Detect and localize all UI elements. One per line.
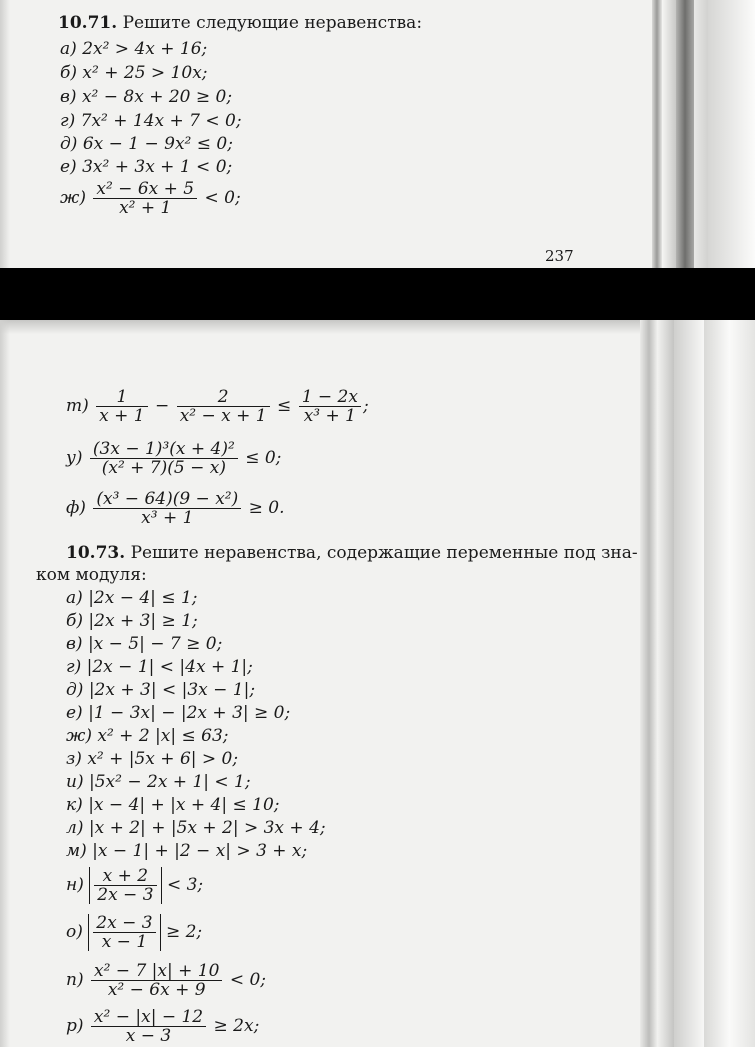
fraction: [94, 867, 156, 904]
task-label: н): [66, 875, 84, 895]
absolute-value: [88, 914, 160, 951]
bottom-page: [0, 320, 755, 1047]
page-shadow: [0, 0, 10, 268]
fraction-numerator: (3x − 1)³(x + 4)²: [92, 439, 235, 459]
book-gutter: [704, 320, 755, 1047]
task-label: и): [66, 772, 84, 792]
fraction-numerator: 1: [116, 387, 128, 407]
task-expression: 2x² > 4x + 16;: [82, 39, 208, 59]
task-label: е): [66, 703, 83, 723]
fraction-denominator: (x² + 7)(5 − x): [90, 458, 238, 477]
task-item: [60, 39, 207, 59]
fraction-numerator: 1 − 2x: [301, 387, 358, 407]
fraction-denominator: x³ + 1: [299, 406, 361, 425]
task-tail: < 3;: [166, 875, 204, 895]
task-expression: 6x − 1 − 9x² ≤ 0;: [82, 134, 233, 154]
task-expression: 7x² + 14x + 7 < 0;: [80, 111, 242, 131]
task-tail: ≥ 0.: [248, 498, 285, 518]
task-label: в): [66, 634, 83, 654]
task-expression: |x − 4| + |x + 4| ≤ 10;: [88, 795, 280, 815]
task-item: [66, 657, 253, 677]
task-tail: < 0;: [229, 970, 267, 990]
task-label: г): [60, 111, 76, 131]
task-item-fraction: [60, 180, 241, 217]
task-item: [66, 818, 326, 838]
task-item: [66, 588, 198, 608]
fraction: [93, 180, 197, 217]
book-gutter: [676, 0, 694, 268]
fraction-numerator: x² − 7 |x| + 10: [94, 961, 220, 981]
fraction: [96, 388, 147, 425]
fraction: [177, 388, 270, 425]
task-expression: |2x + 3| ≥ 1;: [88, 611, 198, 631]
task-expression: |x − 1| + |2 − x| > 3 + x;: [92, 841, 308, 861]
task-label: ж): [60, 188, 86, 208]
exercise-number: 10.71.: [58, 13, 118, 33]
task-expression: |1 − 3x| − |2x + 3| ≥ 0;: [88, 703, 291, 723]
task-label: р): [66, 1016, 84, 1036]
task-expression: |x − 5| − 7 ≥ 0;: [87, 634, 223, 654]
task-item: [66, 726, 229, 746]
task-item: [60, 87, 232, 107]
task-tail: ≥ 2;: [165, 922, 203, 942]
task-label: т): [66, 396, 89, 416]
task-label: а): [60, 39, 77, 59]
task-tail: ≥ 2x;: [213, 1016, 260, 1036]
task-label: д): [60, 134, 78, 154]
page-shadow: [0, 320, 640, 334]
page-number: 237: [545, 247, 574, 265]
task-item: [60, 157, 232, 177]
task-label: б): [60, 63, 78, 83]
task-expression: x² − 8x + 20 ≥ 0;: [81, 87, 233, 107]
fraction: [299, 388, 361, 425]
book-gutter: [674, 320, 704, 1047]
fraction-denominator: x² − x + 1: [177, 406, 270, 425]
fraction-denominator: x² + 1: [93, 198, 197, 217]
exercise-title: Решите следующие неравенства:: [122, 13, 423, 33]
task-expression: |2x − 4| ≤ 1;: [88, 588, 198, 608]
separator-band: [0, 268, 755, 320]
task-item: [66, 772, 251, 792]
task-item: [60, 134, 233, 154]
fraction-denominator: 2x − 3: [94, 885, 156, 904]
task-label: к): [66, 795, 83, 815]
task-item: [66, 749, 238, 769]
task-expression: |5x² − 2x + 1| < 1;: [89, 772, 251, 792]
task-tail: ≤ 0;: [245, 448, 282, 468]
exercise-title-continued: ком модуля:: [36, 565, 147, 585]
task-expression: x² + 25 > 10x;: [82, 63, 208, 83]
task-expression: 3x² + 3x + 1 < 0;: [82, 157, 233, 177]
fraction-numerator: (x³ − 64)(9 − x²): [96, 489, 239, 509]
fraction: [93, 914, 155, 951]
book-gutter: [652, 0, 662, 268]
book-gutter: [658, 320, 674, 1047]
fraction-denominator: x² − 6x + 9: [91, 980, 222, 999]
task-item: [66, 795, 280, 815]
task-item-fraction: [66, 867, 203, 904]
book-gutter: [662, 0, 676, 268]
task-item-fraction: [66, 440, 281, 477]
fraction: [93, 490, 241, 527]
top-page: [0, 0, 755, 268]
task-label: б): [66, 611, 84, 631]
fraction: [91, 962, 222, 999]
absolute-value: [89, 867, 161, 904]
fraction-denominator: x³ + 1: [93, 508, 241, 527]
task-item-fraction: [66, 388, 369, 425]
task-label: о): [66, 922, 83, 942]
task-expression: x² + |5x + 6| > 0;: [87, 749, 239, 769]
task-item-fraction: [66, 490, 285, 527]
fraction-numerator: x + 2: [102, 866, 149, 886]
task-label: д): [66, 680, 84, 700]
task-item-fraction: [66, 914, 202, 951]
fraction-numerator: 2x − 3: [96, 913, 153, 933]
page-shadow: [0, 320, 10, 1047]
task-label: ж): [66, 726, 92, 746]
task-label: м): [66, 841, 87, 861]
task-item: [66, 611, 198, 631]
exercise-number: 10.73.: [66, 543, 126, 563]
task-tail: ;: [362, 396, 369, 416]
fraction: [90, 440, 238, 477]
book-gutter: [640, 320, 658, 1047]
task-expression: |2x + 3| < |3x − 1|;: [88, 680, 256, 700]
operator: ≤: [277, 396, 292, 416]
task-label: у): [66, 448, 83, 468]
task-item: [66, 680, 255, 700]
task-label: з): [66, 749, 82, 769]
exercise-heading: [66, 543, 638, 563]
task-item: [66, 634, 222, 654]
task-item: [60, 63, 208, 83]
task-label: г): [66, 657, 82, 677]
operator: −: [155, 396, 170, 416]
book-gutter: [708, 0, 755, 268]
exercise-title: Решите неравенства, содержащие переменные под зна-: [130, 543, 638, 563]
task-label: е): [60, 157, 77, 177]
book-gutter: [694, 0, 708, 268]
fraction-denominator: x − 3: [91, 1026, 206, 1045]
task-expression: |x + 2| + |5x + 2| > 3x + 4;: [88, 818, 326, 838]
task-item: [66, 703, 290, 723]
task-label: ф): [66, 498, 86, 518]
task-label: л): [66, 818, 84, 838]
fraction-numerator: x² − |x| − 12: [93, 1007, 204, 1027]
fraction-numerator: x² − 6x + 5: [96, 179, 195, 199]
task-item-fraction: [66, 1008, 259, 1045]
fraction-denominator: x + 1: [96, 406, 147, 425]
task-label: в): [60, 87, 77, 107]
fraction-numerator: 2: [217, 387, 229, 407]
task-expression: |2x − 1| < |4x + 1|;: [86, 657, 253, 677]
task-label: п): [66, 970, 84, 990]
task-item-fraction: [66, 962, 266, 999]
fraction-denominator: x − 1: [93, 932, 155, 951]
task-label: а): [66, 588, 83, 608]
task-item: [66, 841, 307, 861]
task-tail: < 0;: [204, 188, 241, 208]
fraction: [91, 1008, 206, 1045]
task-item: [60, 111, 242, 131]
exercise-heading: [58, 13, 422, 33]
task-expression: x² + 2 |x| ≤ 63;: [97, 726, 229, 746]
